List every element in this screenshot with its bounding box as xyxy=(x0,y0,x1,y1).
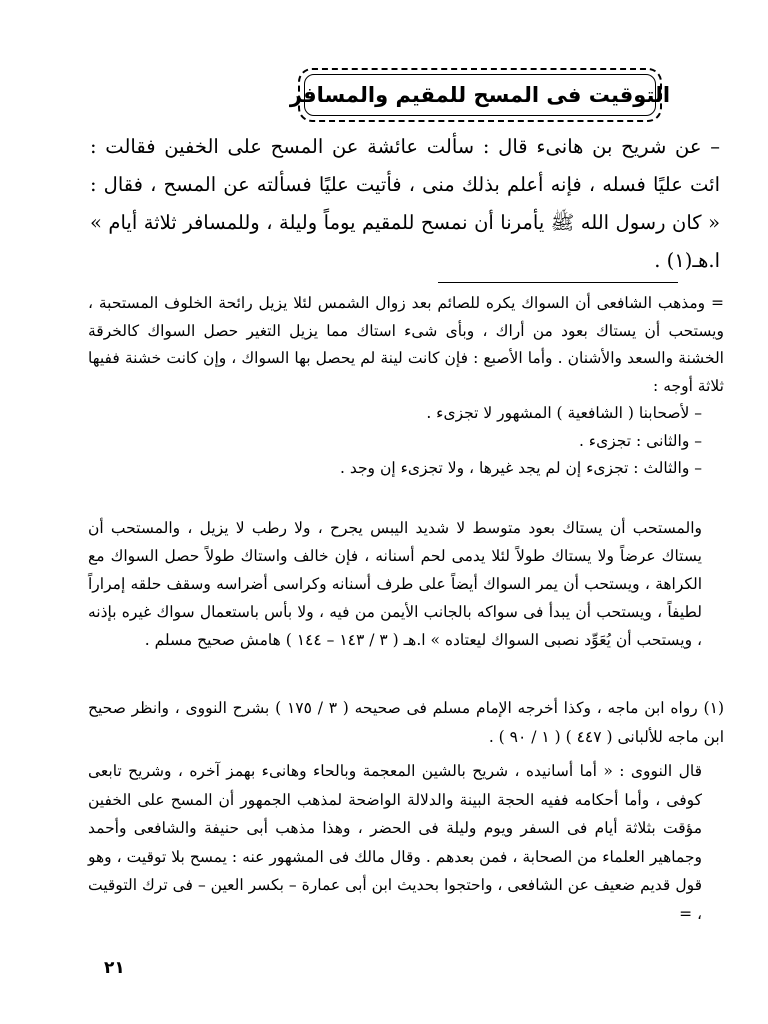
footnote-item: – والثالث : تجزىء إن لم يجد غيرها ، ولا تجزىء إن وجد . xyxy=(339,459,702,477)
nawawi-note: قال النووى : « أما أسانيده ، شريح بالشين المعجمة وبالحاء وهانىء بهمز آخره ، وشريح تابعى كوفى ، وأما أحكامه ففيه الحجة البينة والدلالة الواضحة لمذهب الجمهور أن المسح على الخفين مؤقت بثلاثة أيام فى السفر ويوم وليلة فى الحضر ، وهذا مذهب أبى حنيفة والشافعى وأحمد وجماهير العلماء من الصحابة ، فمن بعدهم . وقال مالك فى المشهور عنه : يمسح بلا توقيت ، وهو قول قديم ضعيف عن الشافعى ، واحتجوا بحديث ابن أبى عمارة – بكسر العين – فى ترك التوقيت ، = xyxy=(88,762,702,923)
hadith-paragraph: – عن شريح بن هانىء قال : سألت عائشة عن المسح على الخفين فقالت : ائت عليًا فسله ، فإنه أعلم بذلك منى ، فأتيت عليًا فسألته عن المسح ، فقال : « كان رسول الله ﷺ يأمرنا أن نمسح للمقيم يوماً وليلة ، وللمسافر ثلاثة أيام » ا.هـ(١) . xyxy=(90,135,720,272)
footnote-1-block xyxy=(88,694,724,752)
section-title-frame xyxy=(289,68,671,122)
footnote-continuation xyxy=(88,290,724,483)
footnote-closing: والمستحب أن يستاك بعود متوسط لا شديد اليبس يجرح ، ولا رطب لا يزيل ، والمستحب أن يستاك عرضاً ولا يستاك طولاً لئلا يدمى لحم أسنانه ، فإن خالف واستاك طولاً حصل السواك مع الكراهة ، ويستحب أن يمر السواك أيضاً على طرف أسنانه وكراسى أضراسه وسقف حلقه إمراراً لطيفاً ، ويستحب أن يبدأ فى سواكه بالجانب الأيمن من فيه ، ولا بأس باستعمال سواك غيره بإذنه ، ويستحب أن يُعَوِّد نصبى السواك ليعتاده » ا.هـ ( ٣ / ١٤٣ – ١٤٤ ) هامش صحيح مسلم . xyxy=(88,519,702,649)
page-number: ٢١ xyxy=(104,958,125,978)
footnote-closing-block xyxy=(88,514,724,654)
footnote-intro: = ومذهب الشافعى أن السواك يكره للصائم بعد زوال الشمس لئلا يزيل رائحة الخلوف المستحبة ، ويستحب أن يستاك بعود من أراك ، وبأى شىء استاك مما يزيل التغير حصل السواك كالخرقة الخشنة والسعد والأشنان . وأما الأصبع : فإن كانت لينة لم يحصل بها السواك ، وإن كانت خشنة ففيها ثلاثة أوجه : xyxy=(88,294,724,395)
footnote-item: – لأصحابنا ( الشافعية ) المشهور لا تجزىء . xyxy=(426,404,702,422)
footnote-separator xyxy=(438,282,678,283)
main-hadith-text xyxy=(90,128,720,280)
section-title: التوقيت فى المسح للمقيم والمسافر xyxy=(289,82,671,107)
footnote-item: – والثانى : تجزىء . xyxy=(578,431,702,450)
nawawi-note-block xyxy=(88,757,724,928)
footnote-1: (١) رواه ابن ماجه ، وكذا أخرجه الإمام مسلم فى صحيحه ( ٣ / ١٧٥ ) بشرح النووى ، وانظر صحيح ابن ماجه للألبانى ( ٤٤٧ ) ( ١ / ٩٠ ) . xyxy=(88,699,724,746)
